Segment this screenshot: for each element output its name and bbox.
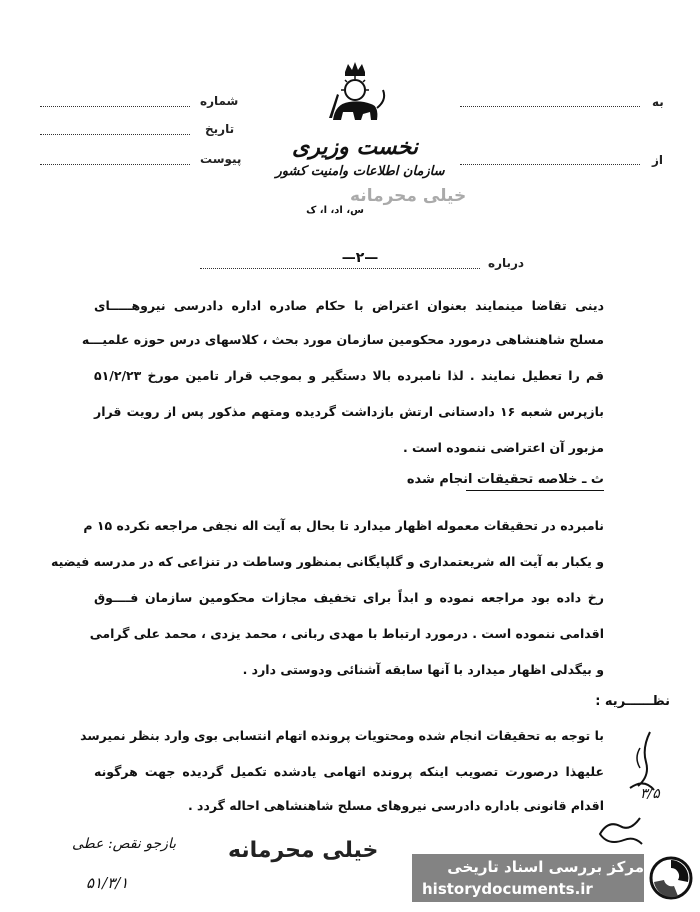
handwritten-note: بازجو نقص: عطی: [72, 836, 177, 852]
paragraph2-line-2: و یکبار به آیت اله شریعتمداری و گلپایگانی بمنظور وساطت در تنزاعی که در مدرسه فیضیه: [50, 554, 604, 569]
date-label: تاریخ: [205, 122, 235, 136]
paragraph2-line-4: اقدامی ننموده است . درمورد ارتباط با مهدی ربانی ، محمد یزدی ، محمد علی گرامی: [89, 626, 604, 641]
section-heading-findings: ث ـ خلاصه تحقیقات انجام شده: [406, 472, 604, 487]
opinion-heading: نظــــــریه :: [595, 694, 670, 709]
paragraph3-line-2: علیهذا درصورت تصویب اینکه پرونده اتهامی یادشده تکمیل گردیده جهت هرگونه: [94, 764, 604, 779]
section-heading-underline: [466, 490, 604, 491]
paragraph1-line-4: بازپرس شعبه ۱۶ دادستانی ارتش بازداشت گردیده ومتهم مذکور پس از رویت قرار: [94, 404, 604, 419]
header-left-fields: [40, 92, 240, 172]
header-right-fields: [460, 92, 680, 172]
bottom-classification-stamp: خیلی محرمانه: [228, 838, 379, 863]
organization-title: نخست وزیری: [292, 134, 418, 160]
watermark-url: historydocuments.ir: [422, 880, 593, 898]
lion-sun-icon: [315, 60, 395, 130]
subject-label: درباره: [488, 256, 525, 270]
number-label: شماره: [200, 94, 239, 108]
top-classification-stamp: خیلی محرمانه: [350, 186, 467, 206]
signature-scribble-icon-2: [590, 812, 650, 852]
handwritten-date: ۵۱/۳/۱: [86, 874, 129, 892]
paragraph2-line-3: رخ داده بود مراجعه نموده و ابداً برای تخفیف مجازات محکومین سازمان فــــوق: [94, 590, 604, 605]
paragraph2-line-5: و بیگدلی اظهار میدارد با آنها سابقه آشنائی ودوستی دارد .: [242, 662, 604, 677]
paragraph2-line-1: نامبرده در تحقیقات معموله اظهار میدارد تا بحال به آیت اله نجفی مراجعه نکرده ۱۵ م: [83, 518, 604, 533]
archive-logo-icon: [648, 854, 694, 902]
date-field-line: [40, 134, 190, 135]
organization-subtitle: سازمان اطلاعات وامنیت کشور: [275, 164, 445, 179]
attachment-field-line: [40, 164, 190, 165]
subject-field-line: [200, 268, 480, 269]
organization-code: س، اد، ا، ک: [306, 205, 364, 216]
to-label: به: [652, 95, 664, 109]
paragraph1-line-3: قم را تعطیل نمایند . لذا نامبرده بالا دستگیر و بموجب قرار تامین مورخ ۵۱/۲/۲۳: [94, 368, 604, 383]
paragraph1-line-1: دینی تقاضا مینمایند بعنوان اعتراض با حکام صادره اداره دادرسی نیروهـــــای: [94, 298, 604, 313]
watermark: [412, 848, 696, 908]
signature-mark-bottom: [590, 812, 650, 852]
page-marker: —۲—: [341, 250, 379, 266]
watermark-logo: [648, 854, 694, 902]
paragraph1-line-2: مسلح شاهنشاهی درمورد محکومین سازمان مورد بحث ، کلاسهای درس حوزه علمیـــه: [81, 332, 604, 347]
paragraph3-line-1: با توجه به تحقیقات انجام شده ومحتویات پرونده اتهام انتسابی بوی وارد بنظر نمیرسد: [80, 728, 604, 743]
paragraph1-line-5: مزبور آن اعتراضی ننموده است .: [402, 440, 604, 455]
watermark-org-name: مرکز بررسی اسناد تاریخی: [447, 858, 644, 876]
lion-and-sun-emblem: [315, 60, 395, 130]
to-field-line: [460, 106, 640, 107]
paragraph3-line-3: اقدام قانونی باداره دادرسی نیروهای مسلح شاهنشاهی احاله گردد .: [187, 798, 604, 813]
number-field-line: [40, 106, 190, 107]
signature-note: ۳/۵: [640, 786, 660, 802]
attachment-label: پیوست: [200, 152, 242, 166]
from-field-line: [460, 164, 640, 165]
from-label: از: [652, 153, 664, 167]
